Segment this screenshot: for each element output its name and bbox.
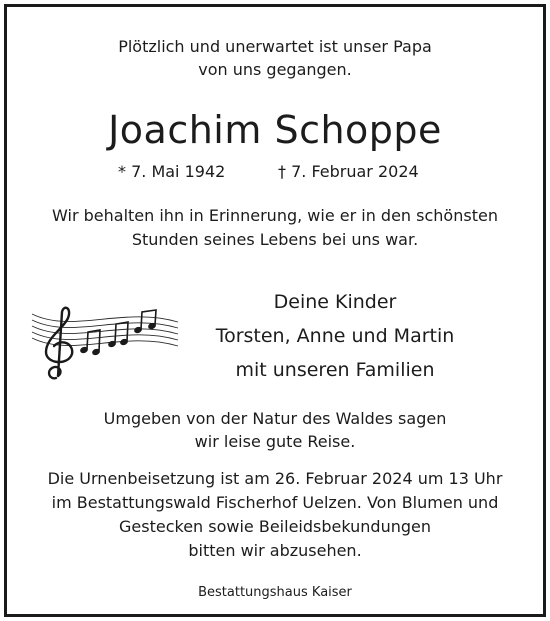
farewell-line-1: Umgeben von der Natur des Waldes sagen (103, 409, 447, 428)
farewell-line-2: wir leise gute Reise. (194, 432, 356, 451)
funeral-home: Bestattungshaus Kaiser (198, 585, 352, 600)
music-staff-icon (28, 300, 180, 384)
birth-date: * 7. Mai 1942 (118, 162, 226, 181)
mourners-line-1: Deine Kinder (273, 291, 397, 313)
mourners-line-3: mit unseren Familien (235, 359, 435, 381)
deceased-name: Joachim Schoppe (108, 108, 442, 152)
notice-line-2: im Bestattungswald Fischerhof Uelzen. Von Blumen und (51, 493, 499, 512)
notice-line-4: bitten wir abzusehen. (188, 541, 362, 560)
notice-line-1: Die Urnenbeisetzung ist am 26. Februar 2024 um 13 Uhr (47, 469, 503, 488)
mourners-line-2: Torsten, Anne und Martin (215, 325, 455, 347)
death-date: † 7. Februar 2024 (278, 162, 419, 181)
intro-line-2: von uns gegangen. (198, 60, 352, 79)
quote-line-2: Stunden seines Lebens bei uns war. (131, 230, 419, 249)
quote-line-1: Wir behalten ihn in Erinnerung, wie er in den schönsten (52, 206, 498, 225)
notice-line-3: Gestecken sowie Beileidsbekundungen (119, 517, 431, 536)
intro-line-1: Plötzlich und unerwartet ist unser Papa (118, 37, 432, 56)
